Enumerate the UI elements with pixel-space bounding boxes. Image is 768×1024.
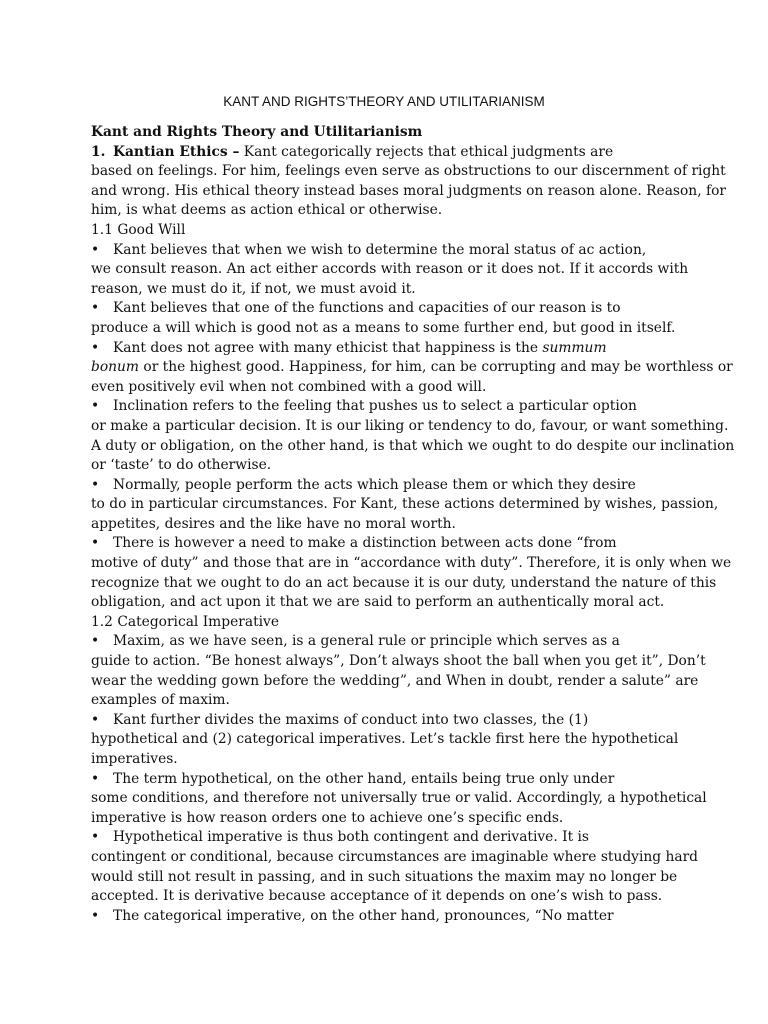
bullet-item — [91, 476, 691, 496]
paragraph-line: him, is what deems as action ethical or otherwise. — [91, 202, 443, 219]
bullet-item — [91, 828, 691, 848]
bullet-item — [91, 339, 691, 359]
paragraph-line: based on feelings. For him, feelings even serve as obstructions to our discernment of right — [91, 163, 726, 180]
document-body — [91, 123, 735, 926]
paragraph-line: imperative is how reason orders one to achieve one’s specific ends. — [91, 809, 564, 826]
bullet-icon: • — [91, 476, 100, 493]
paragraph-line: recognize that we ought to do an act because it is our duty, understand the nature of this — [91, 574, 717, 591]
bullet-icon: • — [91, 398, 100, 415]
paragraph-line: hypothetical and (2) categorical imperatives. Let’s tackle first here the hypothetical — [91, 731, 679, 748]
paragraph-line: accepted. It is derivative because acceptance of it depends on one’s wish to pass. — [91, 888, 663, 905]
section-text: Kant categorically rejects that ethical judgments are — [239, 143, 614, 160]
bullet-text: The categorical imperative, on the other hand, pronounces, “No matter — [113, 907, 614, 924]
paragraph-line: examples of maxim. — [91, 692, 230, 709]
bullet-item — [91, 397, 691, 417]
bullet-icon: • — [91, 535, 100, 552]
bullet-icon: • — [91, 711, 100, 728]
bullet-text: Kant further divides the maxims of conduct into two classes, the (1) — [113, 711, 589, 728]
emphasis-text: bonum — [91, 359, 139, 376]
bullet-text: There is however a need to make a distinction between acts done “from — [113, 535, 617, 552]
bullet-icon: • — [91, 339, 100, 356]
paragraph-line: motive of duty” and those that are in “accordance with duty”. Therefore, it is only when we — [91, 555, 732, 572]
section-1-first-line — [91, 143, 691, 163]
paragraph-line: appetites, desires and the like have no moral worth. — [91, 515, 456, 532]
bullet-item — [91, 534, 691, 554]
paragraph-line — [91, 358, 733, 378]
bullet-text: Hypothetical imperative is thus both contingent and derivative. It is — [113, 829, 589, 846]
bullet-text: Kant does not agree with many ethicist that happiness is the — [113, 339, 543, 356]
bullet-item — [91, 241, 691, 261]
paragraph-line: imperatives. — [91, 751, 178, 767]
paragraph-line: to do in particular circumstances. For Kant, these actions determined by wishes, passion, — [91, 496, 719, 513]
bullet-text: Kant believes that one of the functions and capacities of our reason is to — [113, 300, 621, 317]
paragraph-text: or the highest good. Happiness, for him, can be corrupting and may be worthless or — [139, 359, 733, 376]
paragraph-line: and wrong. His ethical theory instead bases moral judgments on reason alone. Reason, for — [91, 182, 726, 199]
paragraph-line: wear the wedding gown before the wedding”, and When in doubt, render a salute” are — [91, 672, 699, 689]
bullet-text: The term hypothetical, on the other hand, entails being true only under — [113, 770, 615, 787]
bullet-icon: • — [91, 907, 100, 924]
bullet-item — [91, 711, 691, 731]
subheading-categorical-imperative: 1.2 Categorical Imperative — [91, 613, 279, 630]
bullet-icon: • — [91, 241, 100, 258]
paragraph-line: produce a will which is good not as a means to some further end, but good in itself. — [91, 319, 676, 336]
section-heading: Kant and Rights Theory and Utilitarianism — [91, 124, 423, 140]
paragraph-line: contingent or conditional, because circumstances are imaginable where studying hard — [91, 848, 699, 865]
emphasis-text: summum — [542, 339, 607, 356]
bullet-text: Maxim, as we have seen, is a general rule or principle which serves as a — [113, 633, 620, 650]
bullet-icon: • — [91, 633, 100, 650]
bullet-text: Normally, people perform the acts which please them or which they desire — [113, 476, 636, 493]
paragraph-line: or make a particular decision. It is our liking or tendency to do, favour, or want something. — [91, 417, 729, 434]
paragraph-line: some conditions, and therefore not universally true or valid. Accordingly, a hypothetical — [91, 790, 707, 807]
bullet-icon: • — [91, 770, 100, 787]
paragraph-line: we consult reason. An act either accords with reason or it does not. If it accords with — [91, 261, 689, 278]
bullet-text: Kant believes that when we wish to determine the moral status of ac action, — [113, 241, 647, 258]
paragraph-line: even positively evil when not combined with a good will. — [91, 378, 487, 395]
paragraph-line: A duty or obligation, on the other hand, is that which we ought to do despite our inclination — [91, 437, 735, 454]
paragraph-line: guide to action. “Be honest always”, Don’t always shoot the ball when you get it”, Don’t — [91, 653, 706, 670]
section-number: 1. — [91, 143, 106, 160]
bullet-icon: • — [91, 300, 100, 317]
paragraph-line: or ‘taste’ to do otherwise. — [91, 457, 272, 474]
section-label: Kantian Ethics – — [113, 143, 240, 160]
paragraph-line: obligation, and act upon it that we are said to perform an authentically moral act. — [91, 594, 665, 611]
paragraph-line: reason, we must do it, if not, we must avoid it. — [91, 280, 416, 297]
document-title: KANT AND RIGHTS’THEORY AND UTILITARIANISM — [223, 94, 545, 109]
bullet-text: Inclination refers to the feeling that pushes us to select a particular option — [113, 398, 637, 415]
bullet-item — [91, 299, 691, 319]
paragraph-line: would still not result in passing, and in such situations the maxim may no longer be — [91, 868, 678, 885]
bullet-item — [91, 907, 691, 927]
subheading-good-will: 1.1 Good Will — [91, 221, 186, 238]
bullet-icon: • — [91, 829, 100, 846]
bullet-item — [91, 632, 691, 652]
bullet-item — [91, 770, 691, 790]
